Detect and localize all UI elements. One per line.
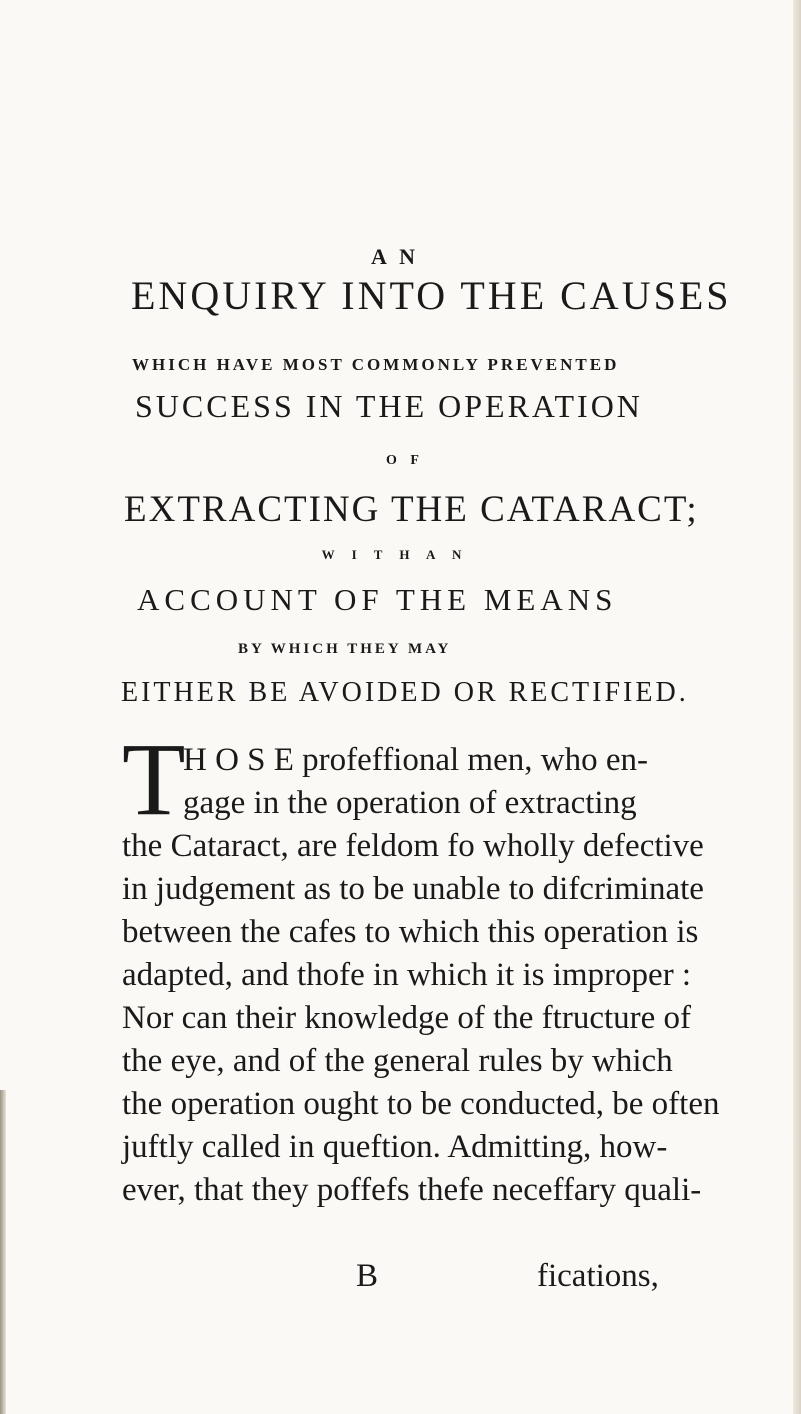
title-an: A N bbox=[370, 244, 420, 269]
title-account: ACCOUNT OF THE MEANS bbox=[137, 582, 618, 617]
body-line: Nor can their knowledge of the ftructure of bbox=[122, 1000, 692, 1036]
page-left-edge bbox=[0, 1090, 6, 1414]
body-line: gage in the operation of extracting bbox=[183, 785, 637, 821]
body-line: ever, that they poffefs thefe neceffary quali- bbox=[122, 1172, 702, 1208]
body-line: between the cafes to which this operation is bbox=[122, 914, 699, 950]
drop-cap: T bbox=[122, 722, 186, 837]
body-line: juftly called in queftion. Admitting, how- bbox=[122, 1129, 668, 1165]
title-of: O F bbox=[386, 453, 424, 468]
title-which-have: WHICH HAVE MOST COMMONLY PREVENTED bbox=[132, 355, 620, 374]
catchword: fications, bbox=[537, 1258, 659, 1294]
title-by-which: BY WHICH THEY MAY bbox=[238, 641, 452, 657]
title-either: EITHER BE AVOIDED OR RECTIFIED. bbox=[121, 677, 689, 708]
body-line: the Cataract, are feldom fo wholly defective bbox=[122, 828, 704, 864]
body-line: H O S E profeffional men, who en- bbox=[183, 742, 648, 778]
title-enquiry: ENQUIRY INTO THE CAUSES bbox=[131, 273, 732, 318]
title-extracting: EXTRACTING THE CATARACT; bbox=[124, 489, 699, 530]
page-right-edge bbox=[793, 0, 801, 1414]
title-success: SUCCESS IN THE OPERATION bbox=[135, 388, 643, 424]
body-line: the operation ought to be conducted, be often bbox=[122, 1086, 720, 1122]
title-with-an: W I T H A N bbox=[321, 547, 469, 562]
signature-mark: B bbox=[356, 1258, 379, 1294]
body-line: the eye, and of the general rules by which bbox=[122, 1043, 673, 1079]
body-line: adapted, and thofe in which it is improper : bbox=[122, 957, 692, 993]
body-line: in judgement as to be unable to difcriminate bbox=[122, 871, 704, 907]
